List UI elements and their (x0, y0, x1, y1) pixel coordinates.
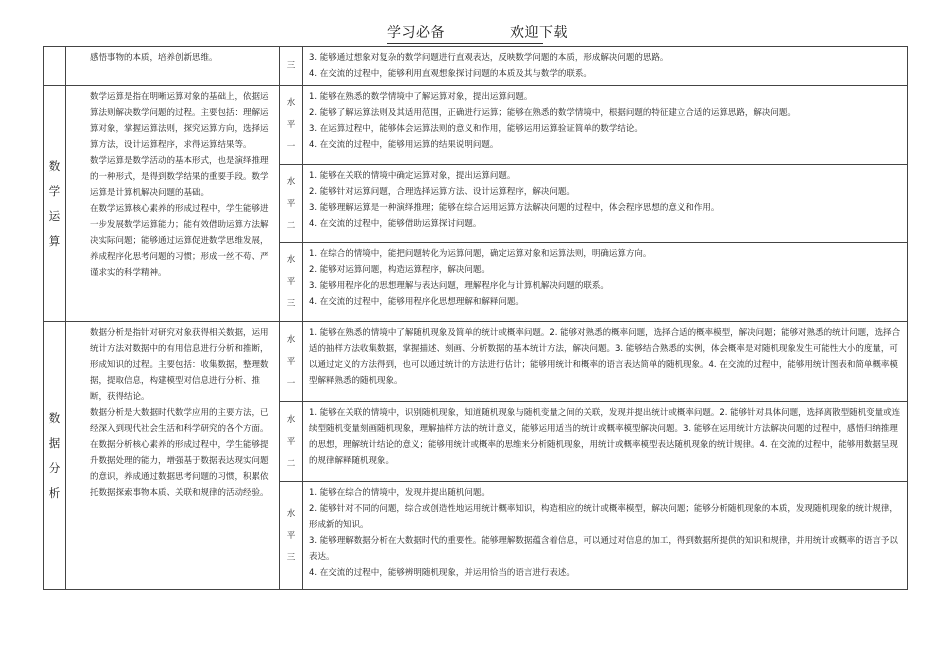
description-paragraph: 在数学运算核心素养的形成过程中，学生能够进一步发展数学运算能力；能有效借助运算方法解决实际问题；能够通过运算促进数学思维发展，养成程序化思考问题的习惯；形成一丝不苟、严谨求实的科学精神。 (90, 204, 269, 278)
level-label: 水平一 (286, 334, 296, 389)
category-cell (44, 47, 66, 86)
table-row (44, 322, 908, 402)
description-paragraph: 数据分析是大数据时代数学应用的主要方法，已经深入到现代社会生活和科学研究的各个方面。 (90, 408, 269, 434)
list-item: 4. 在交流的过程中，能够用运算的结果说明问题。 (309, 140, 499, 150)
level-cell (280, 165, 303, 243)
level-label: 水平三 (286, 255, 296, 309)
category-label: 数据分析 (48, 410, 61, 500)
list-item: 1. 能够在关联的情境中，识别随机现象，知道随机现象与随机变量之间的关联，发现并提出统计或概率问题。2. 能够针对具体问题，选择离散型随机变量或连续型随机变量刻画随机现象，理解抽样方法的统计意义，能够运用适当的统计或概率模型解决问题。3. 能够在运用统计方法解决问题的过程中，感悟归纳推理的思想，理解统计结论的意义；能够用统计或概率的思维来分析随机现象，用统计或概率模型表达随机现象的统计规律。4. 在交流的过程中，能够用数据呈现的规律解释随机现象。 (309, 408, 901, 466)
level-cell (280, 86, 303, 165)
level-label: 水平二 (286, 176, 296, 231)
list-item: 1. 能够在综合的情境中，发现并提出随机问题。 (309, 488, 490, 498)
list-item: 4. 在交流的过程中，能够利用直观想象探讨问题的本质及其与数学的联系。 (309, 69, 592, 79)
competency-table (43, 46, 908, 590)
list-item: 1. 能够在熟悉的情境中了解随机现象及简单的统计或概率问题。2. 能够对熟悉的概率问题，选择合适的概率模型，解决问题；能够对熟悉的统计问题，选择合适的抽样方法收集数据，掌握描述、刻画、分析数据的基本统计方法，解决问题。3. 能够结合熟悉的实例，体会概率是对随机现象发生可能性大小的度量，可以通过定义的方法得到，也可以通过统计的方法进行估计；能够用统计和概率的语言表达简单的随机现象。4. 在交流的过程中，能够用统计图表和简单概率模型解释熟悉的随机现象。 (309, 328, 901, 386)
level-cell (280, 402, 303, 482)
description-cell (66, 47, 280, 86)
list-item: 3. 能够理解运算是一种演绎推理；能够在综合运用运算方法解决问题的过程中，体会程序思想的意义和作用。 (309, 203, 720, 213)
level-items-cell (303, 322, 908, 402)
list-item: 3. 能够用程序化的思想理解与表达问题，理解程序化与计算机解决问题的联系。 (309, 281, 609, 291)
description-paragraph: 数学运算是指在明晰运算对象的基础上，依据运算法则解决数学问题的过程。主要包括：理解运算对象，掌握运算法则，探究运算方向，选择运算方法，设计运算程序，求得运算结果等。 (90, 92, 269, 150)
list-item: 4. 在交流的过程中，能够辨明随机现象，并运用恰当的语言进行表述。 (309, 568, 575, 578)
table-row (44, 86, 908, 165)
level-items-cell (303, 243, 908, 322)
list-item: 1. 能够在关联的情境中确定运算对象，提出运算问题。 (309, 171, 516, 181)
table-row (44, 47, 908, 86)
level-items-cell (303, 482, 908, 590)
description-paragraph: 数学运算是数学活动的基本形式，也是演绎推理的一种形式，是得到数学结果的重要手段。数学运算是计算机解决问题的基础。 (90, 156, 269, 198)
description-cell (66, 322, 280, 590)
list-item: 3. 能够理解数据分析在大数据时代的重要性。能够理解数据蕴含着信息，可以通过对信息的加工，得到数据所提供的知识和规律，并用统计或概率的语言予以表达。 (309, 536, 898, 562)
description-paragraph: 数据分析是指针对研究对象获得相关数据，运用统计方法对数据中的有用信息进行分析和推断，形成知识的过程。主要包括：收集数据，整理数据，提取信息，构建模型对信息进行分析、推断，获得结论。 (90, 328, 269, 402)
list-item: 1. 能够在熟悉的数学情境中了解运算对象，提出运算问题。 (309, 92, 533, 102)
level-cell (280, 243, 303, 322)
list-item: 2. 能够对运算问题，构造运算程序，解决问题。 (309, 265, 490, 275)
level-cell (280, 322, 303, 402)
level-items-cell (303, 86, 908, 165)
header-right-text: 欢迎下载 (510, 25, 568, 41)
list-item: 4. 在交流的过程中，能够借助运算探讨问题。 (309, 219, 482, 229)
level-label: 水平一 (286, 98, 296, 152)
category-cell (44, 86, 66, 322)
description-paragraph: 在数据分析核心素养的形成过程中，学生能够提升数据处理的能力，增强基于数据表达现实问题的意识，养成通过数据思考问题的习惯，积累依托数据探索事物本质、关联和规律的活动经验。 (90, 440, 269, 498)
level-items-cell (303, 47, 908, 86)
page-header (0, 22, 950, 44)
header-left-text: 学习必备 (387, 25, 445, 41)
level-cell (280, 47, 303, 86)
list-item: 1. 在综合的情境中，能把问题转化为运算问题，确定运算对象和运算法则，明确运算方向。 (309, 249, 652, 259)
list-item: 3. 在运算过程中，能够体会运算法则的意义和作用，能够运用运算验证简单的数学结论。 (309, 124, 643, 134)
level-items-cell (303, 165, 908, 243)
list-item: 3. 能够通过想象对复杂的数学问题进行直观表达，反映数学问题的本质，形成解决问题的思路。 (309, 53, 669, 63)
description-paragraph: 感悟事物的本质，培养创新思维。 (90, 53, 218, 63)
category-label: 数学运算 (48, 158, 61, 248)
list-item: 2. 能够针对运算问题，合理选择运算方法、设计运算程序，解决问题。 (309, 187, 575, 197)
level-items-cell (303, 402, 908, 482)
description-cell (66, 86, 280, 322)
level-label: 三 (286, 61, 296, 71)
list-item: 2. 能够针对不同的问题，综合或创造性地运用统计概率知识，构造相应的统计或概率模型，解决问题；能够分析随机现象的本质，发现随机现象的统计规律，形成新的知识。 (309, 504, 898, 530)
category-cell (44, 322, 66, 590)
level-label: 水平三 (286, 508, 296, 563)
list-item: 4. 在交流的过程中，能够用程序化思想理解和解释问题。 (309, 297, 524, 307)
list-item: 2. 能够了解运算法则及其适用范围，正确进行运算；能够在熟悉的数学情境中，根据问题的特征建立合适的运算思路，解决问题。 (309, 108, 796, 118)
header-underline (387, 43, 543, 44)
level-cell (280, 482, 303, 590)
level-label: 水平二 (286, 414, 296, 469)
